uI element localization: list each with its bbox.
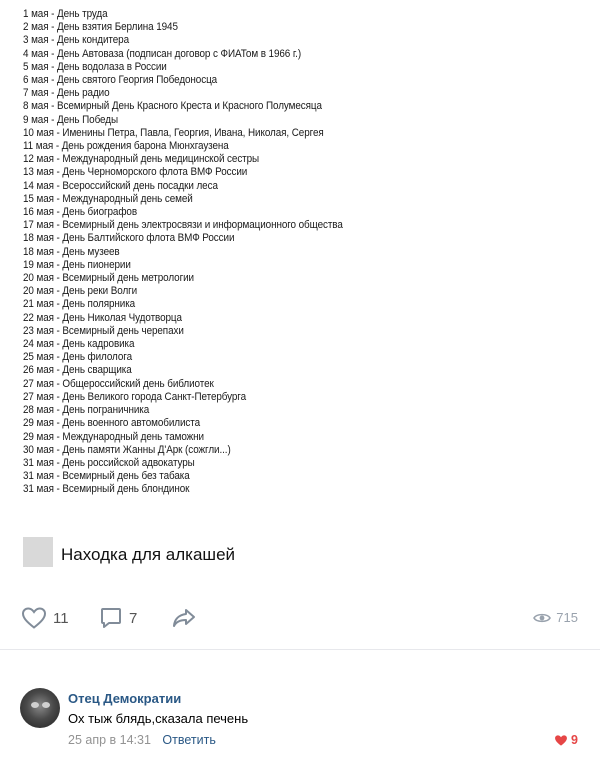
holiday-line: 2 мая - День взятия Берлина 1945 bbox=[23, 21, 178, 34]
comment-button[interactable] bbox=[99, 606, 137, 630]
eye-icon bbox=[533, 611, 551, 625]
holiday-line: 11 мая - День рождения барона Мюнхгаузена bbox=[23, 140, 229, 153]
holiday-line: 31 мая - Всемирный день блондинок bbox=[23, 483, 190, 496]
holiday-line: 4 мая - День Автоваза (подписан договор с ФИАТом в 1966 г.) bbox=[23, 47, 302, 60]
holiday-line: 23 мая - Всемирный день черепахи bbox=[23, 324, 184, 337]
holiday-line: 27 мая - Общероссийский день библиотек bbox=[23, 377, 214, 390]
holiday-line: 5 мая - День водолаза в России bbox=[23, 60, 167, 73]
share-button[interactable] bbox=[171, 606, 197, 630]
comment-text: Ох тыж блядь,сказала печень bbox=[68, 711, 249, 726]
comments-count: 7 bbox=[129, 609, 138, 627]
heart-outline-icon bbox=[21, 606, 47, 630]
holiday-line: 30 мая - День памяти Жанны Д'Арк (сожгли...) bbox=[23, 443, 231, 456]
holiday-line: 24 мая - День кадровика bbox=[23, 338, 135, 351]
heart-filled-icon bbox=[554, 734, 568, 747]
holiday-line: 1 мая - День труда bbox=[23, 8, 108, 20]
holiday-line: 18 мая - День музеев bbox=[23, 245, 120, 258]
comment-author[interactable]: Отец Демократии bbox=[68, 691, 182, 706]
comment-date[interactable]: 25 апр в 14:31 bbox=[68, 733, 151, 747]
holiday-line: 28 мая - День пограничника bbox=[23, 404, 150, 417]
holiday-line: 27 мая - День Великого города Санкт-Петербурга bbox=[23, 390, 247, 403]
holiday-line: 6 мая - День святого Георгия Победоносца bbox=[23, 74, 218, 87]
snippet-thumbnail bbox=[23, 537, 53, 567]
holiday-line: 31 мая - Всемирный день без табака bbox=[23, 470, 190, 483]
comment-like-button[interactable] bbox=[554, 733, 578, 747]
holiday-line: 16 мая - День биографов bbox=[23, 206, 137, 219]
holiday-line: 14 мая - Всероссийский день посадки леса bbox=[23, 179, 218, 192]
likes-count: 11 bbox=[53, 609, 69, 627]
holiday-line: 22 мая - День Николая Чудотворца bbox=[23, 311, 182, 324]
snippet-title[interactable]: Находка для алкашей bbox=[61, 545, 236, 564]
holiday-line: 29 мая - День военного автомобилиста bbox=[23, 417, 201, 430]
holiday-line: 13 мая - День Черноморского флота ВМФ России bbox=[23, 166, 248, 179]
holiday-line: 9 мая - День Победы bbox=[23, 113, 118, 126]
holiday-line: 31 мая - День российской адвокатуры bbox=[23, 456, 195, 469]
holiday-list bbox=[23, 8, 368, 497]
holiday-line: 12 мая - Международный день медицинской сестры bbox=[23, 153, 260, 166]
avatar[interactable] bbox=[20, 688, 60, 728]
comment-icon bbox=[99, 606, 123, 630]
share-arrow-icon bbox=[171, 606, 197, 630]
holiday-line: 25 мая - День филолога bbox=[23, 351, 132, 364]
comment bbox=[20, 688, 580, 758]
holiday-line: 18 мая - День Балтийского флота ВМФ России bbox=[23, 232, 235, 245]
holiday-line: 17 мая - Всемирный день электросвязи и информационного общества bbox=[23, 219, 343, 232]
reply-button[interactable]: Ответить bbox=[162, 733, 216, 747]
holiday-line: 7 мая - День радио bbox=[23, 87, 110, 100]
like-button[interactable] bbox=[21, 606, 69, 630]
holiday-line: 10 мая - Именины Петра, Павла, Георгия, Ивана, Николая, Сергея bbox=[23, 126, 324, 139]
holiday-line: 15 мая - Международный день семей bbox=[23, 192, 193, 205]
link-snippet[interactable] bbox=[23, 537, 235, 567]
comment-meta bbox=[68, 733, 216, 747]
holiday-line: 20 мая - День реки Волги bbox=[23, 285, 138, 298]
holiday-line: 3 мая - День кондитера bbox=[23, 34, 130, 47]
holiday-line: 20 мая - Всемирный день метрологии bbox=[23, 272, 194, 285]
comment-likes-count: 9 bbox=[571, 733, 578, 747]
divider bbox=[0, 649, 600, 650]
views-counter bbox=[533, 610, 578, 625]
post-actions bbox=[0, 600, 600, 636]
holiday-line: 8 мая - Всемирный День Красного Креста и Красного Полумесяца bbox=[23, 100, 322, 113]
holiday-line: 29 мая - Международный день таможни bbox=[23, 430, 205, 443]
holiday-line: 19 мая - День пионерии bbox=[23, 258, 131, 271]
holiday-line: 21 мая - День полярника bbox=[23, 298, 136, 311]
holiday-line: 26 мая - День сварщика bbox=[23, 364, 132, 377]
views-count: 715 bbox=[556, 610, 578, 625]
